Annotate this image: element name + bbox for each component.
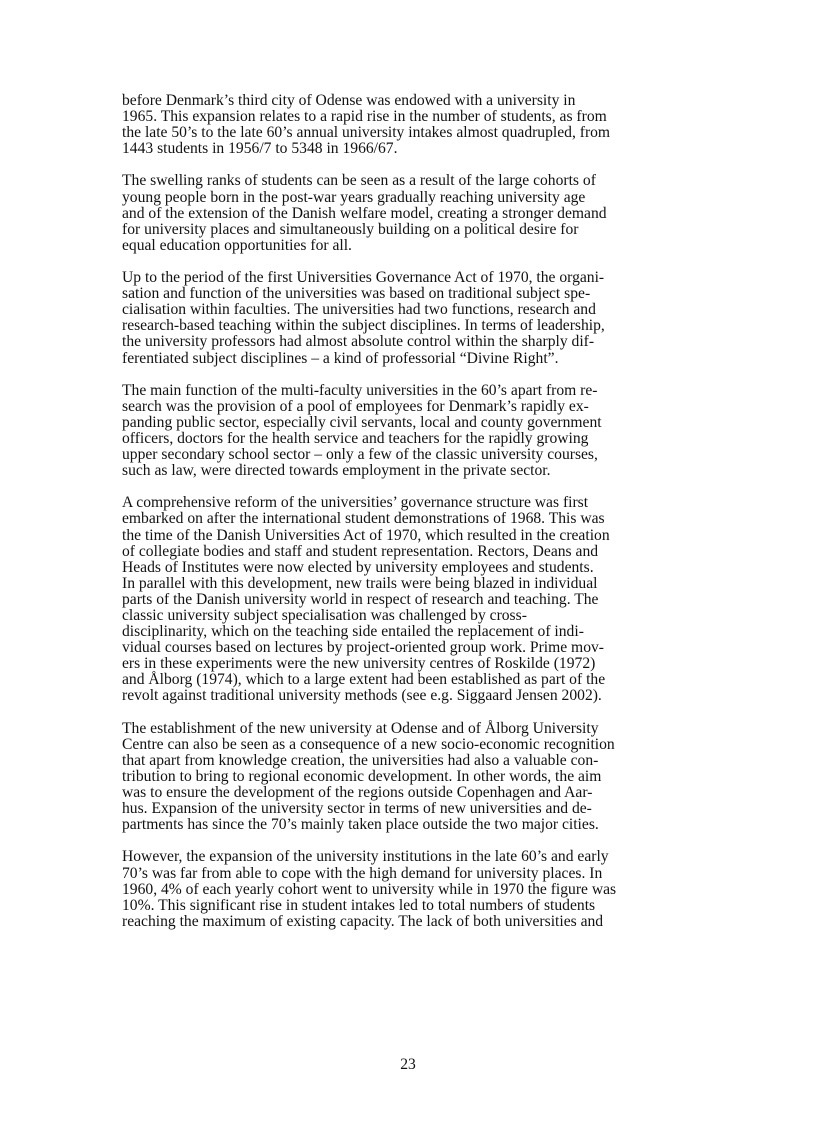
paragraph: The swelling ranks of students can be seen as a result of the large cohorts of young people born in the post-war years gradually reaching university age and of the extension of the Danish welfare model, creating a stronger demand for university places and simultaneously building on a political desire for equal education opportunities for all. <box>122 172 607 254</box>
paragraph: before Denmark’s third city of Odense was endowed with a university in 1965. This expansion relates to a rapid rise in the number of students, as from the late 50’s to the late 60’s annual university intakes almost quadrupled, from 1443 students in 1956/7 to 5348 in 1966/67. <box>122 92 611 158</box>
paragraph: A comprehensive reform of the universities’ governance structure was first embarked on after the international student demonstrations of 1968. This was the time of the Danish Universities Act of 1970, which resulted in the creation of collegiate bodies and staff and student representation. Rectors, Deans and Heads of Institutes were now elected by university employees and students. In parallel with this development, new trails were being blazed in individual parts of the Danish university world in respect of research and teaching. The classic university subject specialisation was challenged by cross- disciplinarity, which on the teaching side entailed the replacement of indi- vidual courses based on lectures by project-oriented group work. Prime mov- ers in these experiments were the new university centres of Roskilde (1972) and Ålborg (1974), which to a large extent had been established as part of the revolt against traditional university methods (see e.g. Siggaard Jensen 2002). <box>122 494 610 705</box>
body-text <box>122 93 696 946</box>
paragraph: However, the expansion of the university institutions in the late 60’s and early 70’s was far from able to cope with the high demand for university places. In 1960, 4% of each yearly cohort went to university while in 1970 the figure was 10%. This significant rise in student intakes led to total numbers of students reaching the maximum of existing capacity. The lack of both universities and <box>122 848 617 930</box>
paragraph: The establishment of the new university at Odense and of Ålborg University Centre can also be seen as a consequence of a new socio-economic recognition that apart from knowledge creation, the universities had also a valuable con- tribution to bring to regional economic development. In other words, the aim was to ensure the development of the regions outside Copenhagen and Aar- hus. Expansion of the university sector in terms of new universities and de- partments has since the 70’s mainly taken place outside the two major cities. <box>122 719 615 834</box>
page-number: 23 <box>400 1056 416 1073</box>
paragraph: The main function of the multi-faculty universities in the 60’s apart from re- search was the provision of a pool of employees for Denmark’s rapidly ex- panding public sector, especially civil servants, local and county government officers, doctors for the health service and teachers for the rapidly growing upper secondary school sector – only a few of the classic university courses, such as law, were directed towards employment in the private sector. <box>122 381 602 480</box>
paragraph: Up to the period of the first Universities Governance Act of 1970, the organi- sation and function of the universities was based on traditional subject spe- cialisation within faculties. The universities had two functions, research and research-based teaching within the subject disciplines. In terms of leadership, the university professors had almost absolute control within the sharply dif- ferentiated subject disciplines – a kind of professorial “Divine Right”. <box>122 269 605 367</box>
